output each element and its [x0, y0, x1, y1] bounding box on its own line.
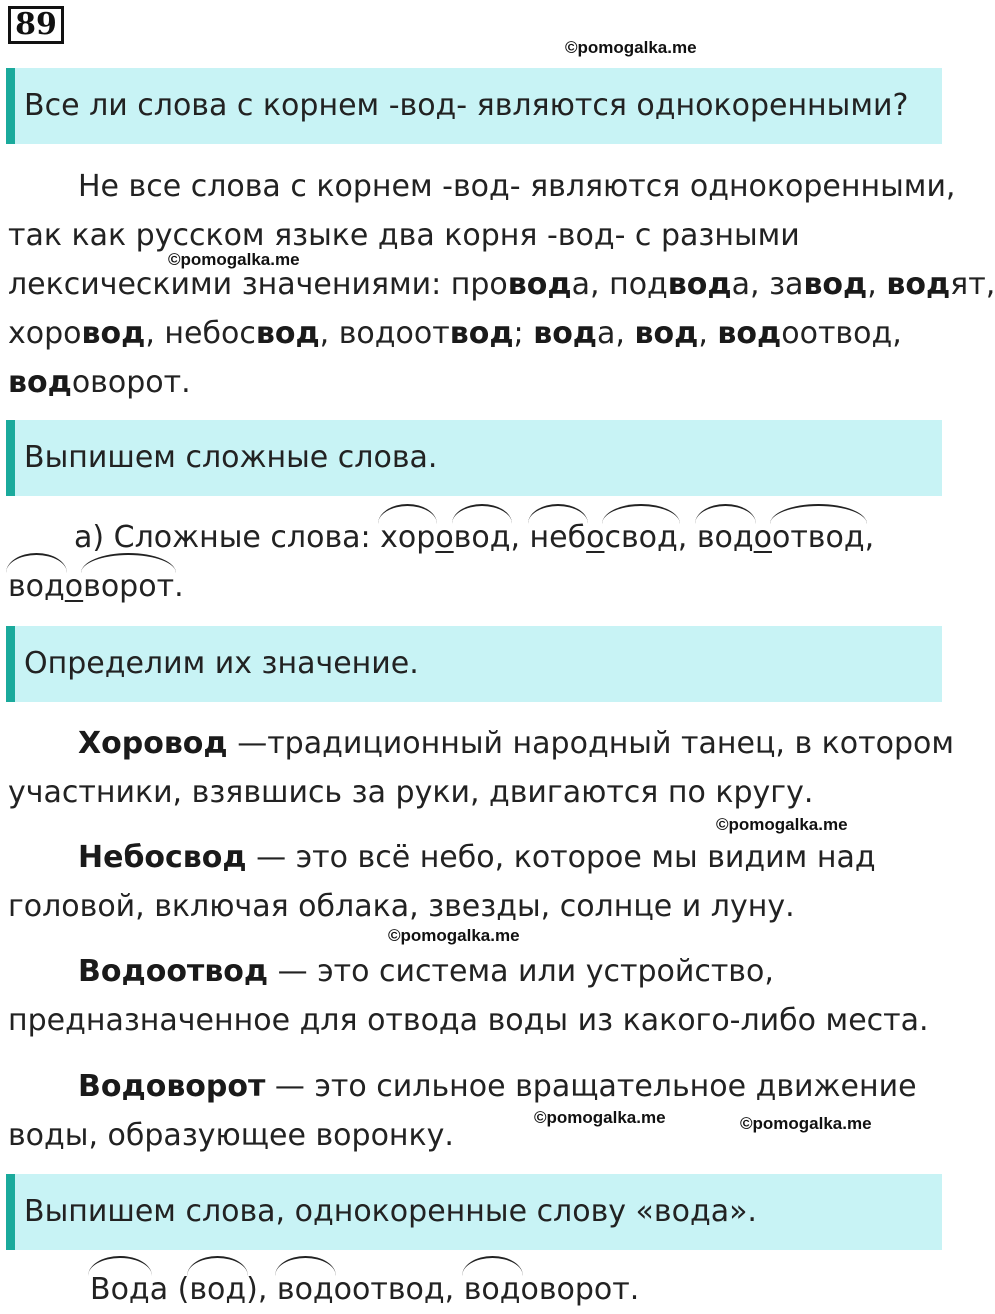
- root-mark: отвод: [772, 513, 865, 562]
- watermark: ©pomogalka.me: [534, 1108, 666, 1127]
- definition-3-line-2: предназначенное для отвода воды из какого-либо места.: [8, 1003, 929, 1038]
- answer-2-line-2: водоворот.: [8, 562, 184, 611]
- root-mark: вод: [454, 513, 511, 562]
- watermark: ©pomogalka.me: [565, 38, 697, 57]
- definition-term: Хоровод: [78, 726, 228, 761]
- definition-4-line-2: воды, образующее воронку.: [8, 1118, 454, 1153]
- answer-1-line-5: водоворот.: [8, 365, 191, 400]
- definition-term: Водоотвод: [78, 954, 269, 989]
- watermark: ©pomogalka.me: [716, 815, 848, 834]
- connecting-vowel: о: [64, 569, 84, 604]
- answer-1-line-1: Не все слова с корнем -вод- являются однокоренными,: [78, 169, 956, 204]
- root-mark: неб: [530, 513, 587, 562]
- definition-4-line-1: Водоворот — это сильное вращательное движение: [78, 1069, 917, 1104]
- definition-3-line-1: Водоотвод — это система или устройство,: [78, 954, 774, 989]
- answer-1-line-2: так как русском языке два корня -вод- с разными: [8, 218, 800, 253]
- definition-term: Водоворот: [78, 1069, 266, 1104]
- connecting-vowel: о: [586, 520, 605, 555]
- watermark: ©pomogalka.me: [168, 250, 300, 269]
- root-mark: вод: [464, 1265, 521, 1314]
- answer-1-line-4: хоровод, небосвод, водоотвод; вода, вод, водоотвод,: [8, 316, 902, 351]
- connecting-vowel: о: [753, 520, 772, 555]
- root-mark: ворот: [83, 562, 174, 611]
- answer-4-line: Вода (вод), водоотвод, водоворот.: [90, 1265, 639, 1314]
- root-mark: вод: [189, 1265, 246, 1314]
- connecting-vowel: о: [435, 520, 454, 555]
- definition-2-line-2: головой, включая облака, звезды, солнце и луну.: [8, 889, 795, 924]
- watermark: ©pomogalka.me: [388, 926, 520, 945]
- question-bar-4: Выпишем слова, однокоренные слову «вода».: [6, 1174, 942, 1250]
- definition-2-line-1: Небосвод — это всё небо, которое мы видим над: [78, 840, 876, 875]
- question-bar-3: Определим их значение.: [6, 626, 942, 702]
- root-mark: свод: [604, 513, 677, 562]
- root-mark: вод: [277, 1265, 334, 1314]
- answer-1-line-3: лексическими значениями: провода, подвода, завод, водят,: [8, 267, 995, 302]
- root-mark: вод: [697, 513, 754, 562]
- definition-1-line-2: участники, взявшись за руки, двигаются по кругу.: [8, 775, 814, 810]
- question-bar-2: Выпишем сложные слова.: [6, 420, 942, 496]
- definition-term: Небосвод: [78, 840, 247, 875]
- root-mark: вод: [8, 562, 65, 611]
- watermark: ©pomogalka.me: [740, 1114, 872, 1133]
- task-number: 89: [8, 6, 64, 44]
- definition-1-line-1: Хоровод —традиционный народный танец, в котором: [78, 726, 954, 761]
- root-mark: хор: [380, 513, 435, 562]
- answer-2-line-1: а) Сложные слова: хоровод, небосвод, водоотвод,: [74, 513, 874, 562]
- root-mark: Вод: [90, 1265, 150, 1314]
- question-bar-1: Все ли слова с корнем -вод- являются однокоренными?: [6, 68, 942, 144]
